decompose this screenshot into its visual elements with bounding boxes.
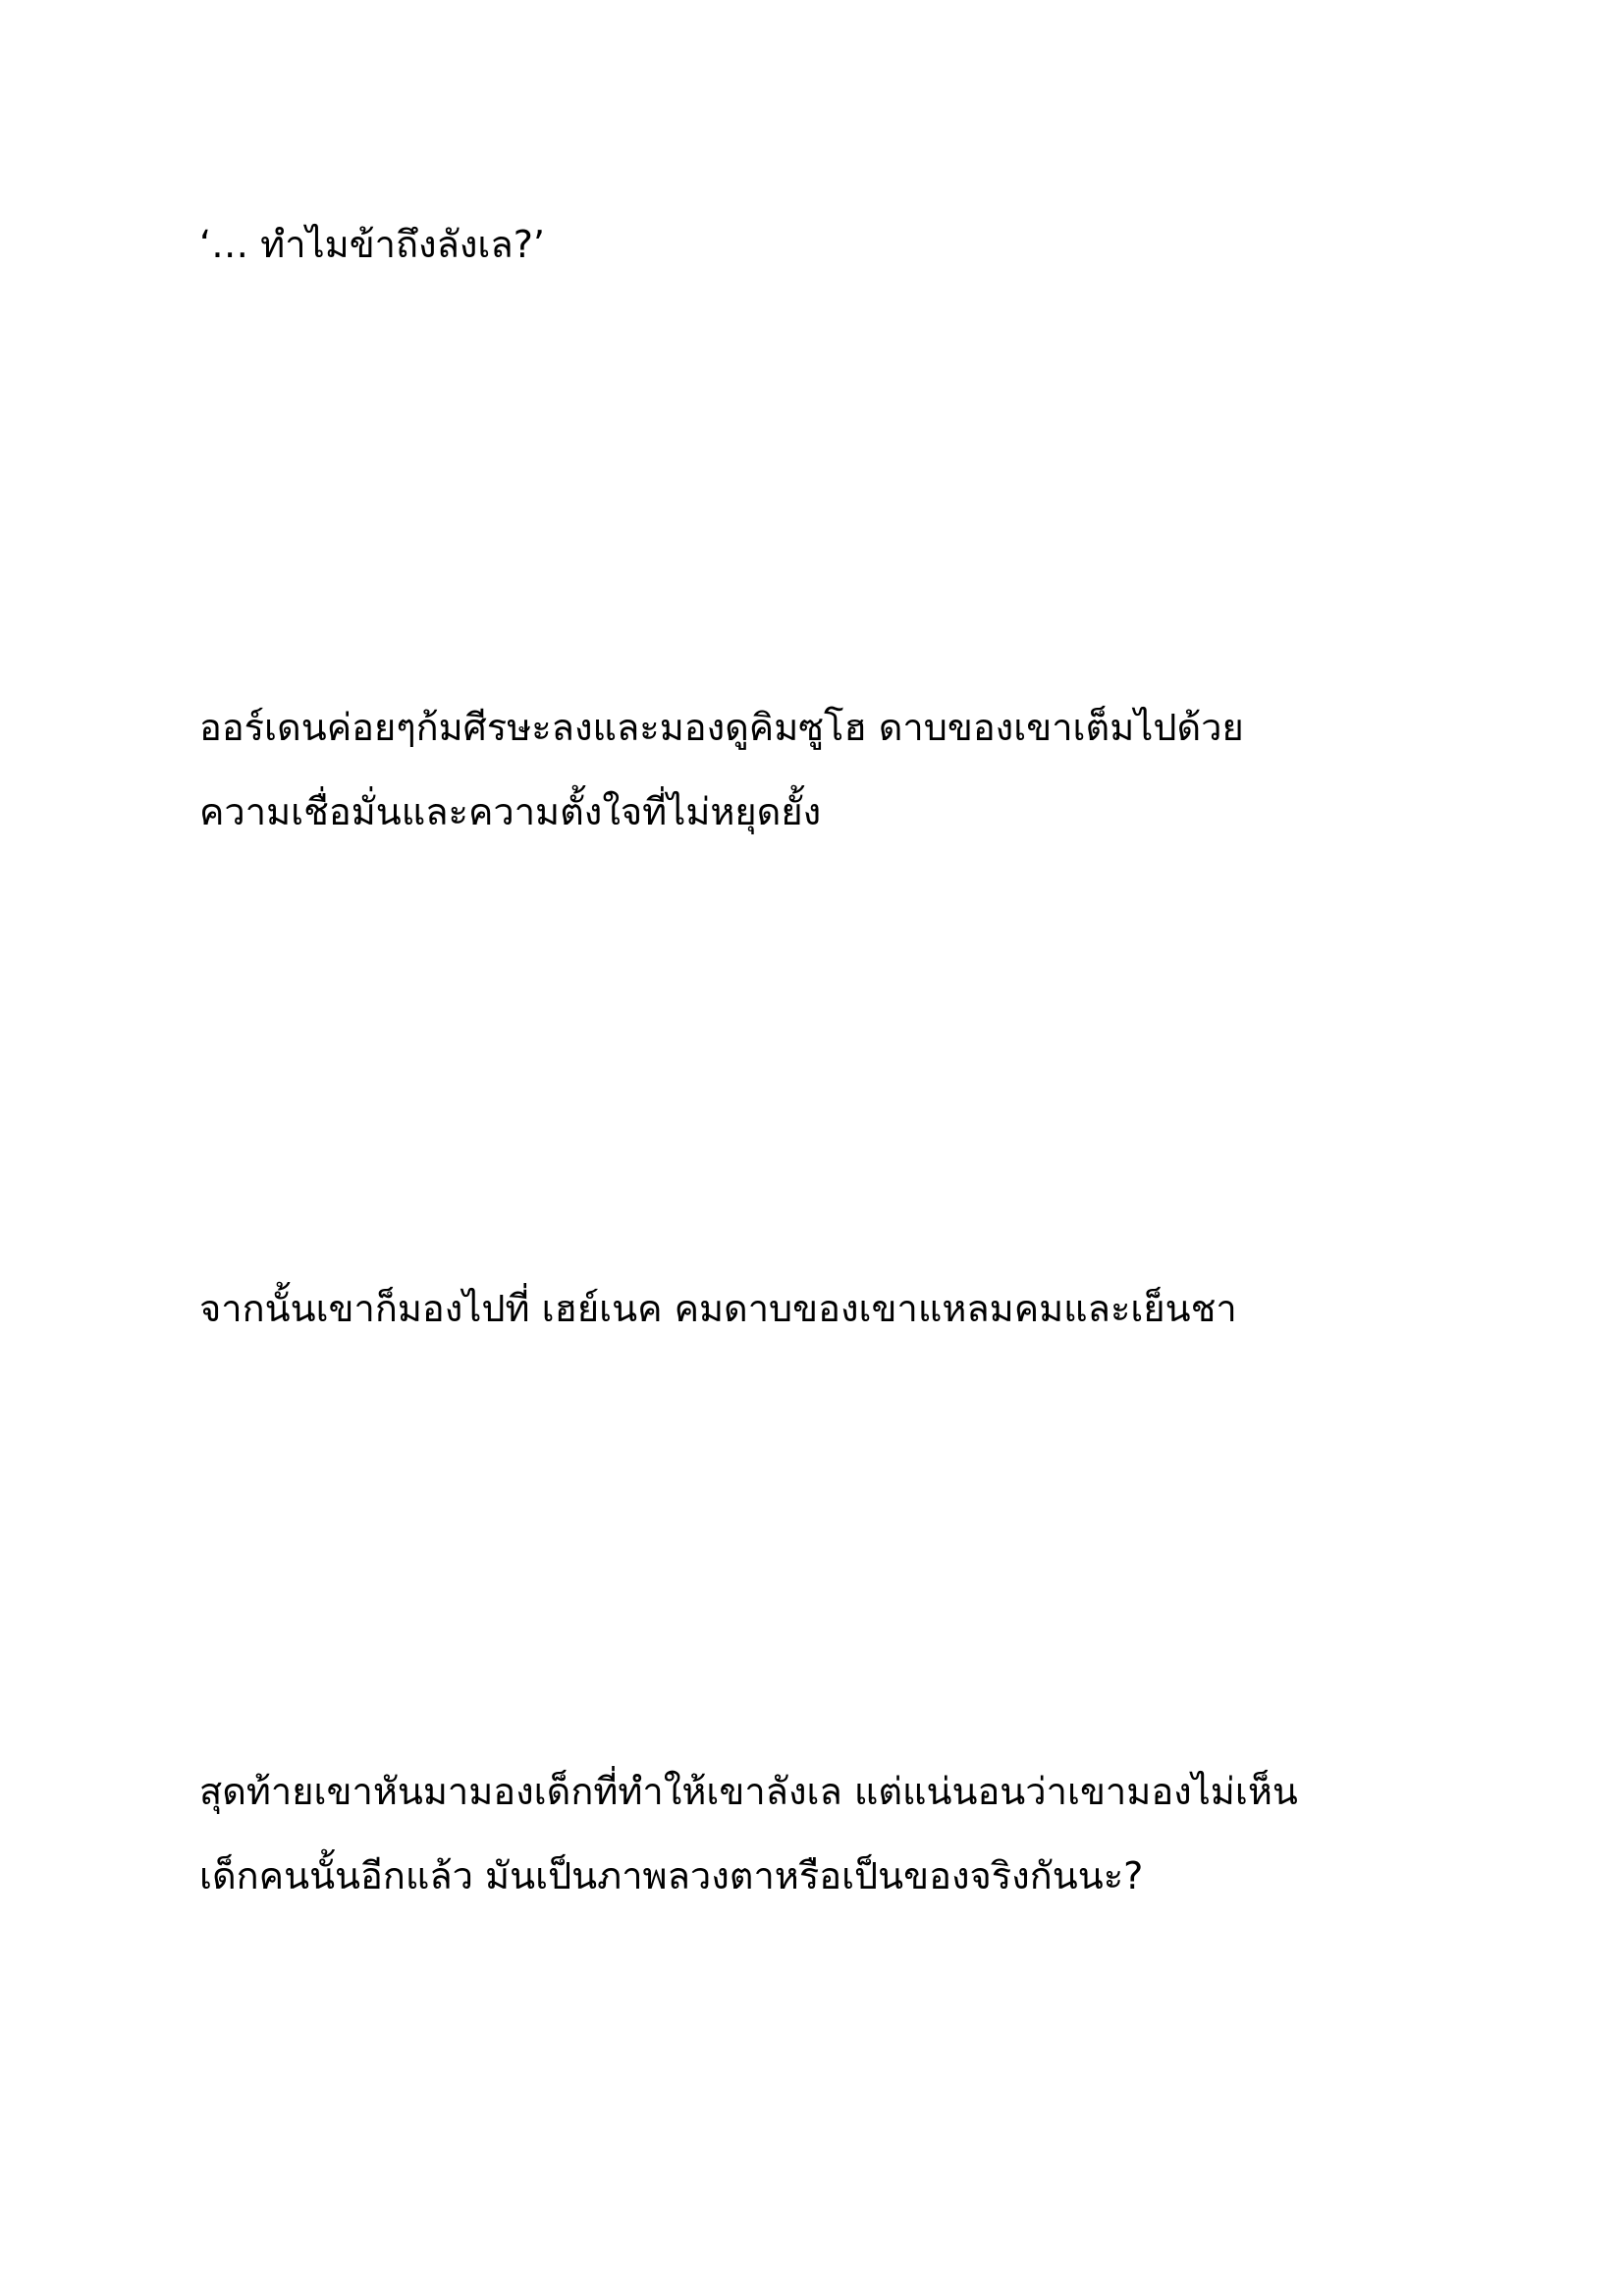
text-line: ความเชื่อมั่นและความตั้งใจที่ไม่หยุดยั้ง [199,790,822,833]
text-line: ‘… ทำไมข้าถึงลังเล?’ [199,223,545,266]
text-line: เด็กคนนั้นอีกแล้ว มันเป็นภาพลวงตาหรือเป็นของจริงกันนะ? [199,1854,1144,1897]
text-line: สุดท้ายเขาหันมามองเด็กที่ทำให้เขาลังเล แต่แน่นอนว่าเขามองไม่เห็น [199,1770,1298,1813]
text-line: ออร์เดนค่อยๆก้มศีรษะลงและมองดูคิมซูโฮ ดาบของเขาเต็มไปด้วย [199,706,1244,749]
text-line: จากนั้นเขาก็มองไปที่ เฮย์เนค คมดาบของเขาแหลมคมและเย็นชา [199,1287,1237,1330]
paragraph-child-illusion [199,1749,1456,1918]
paragraph-heynek [199,1266,1456,1351]
paragraph-thought [199,202,1456,287]
paragraph-orden-looks-kim-suho [199,685,1456,854]
